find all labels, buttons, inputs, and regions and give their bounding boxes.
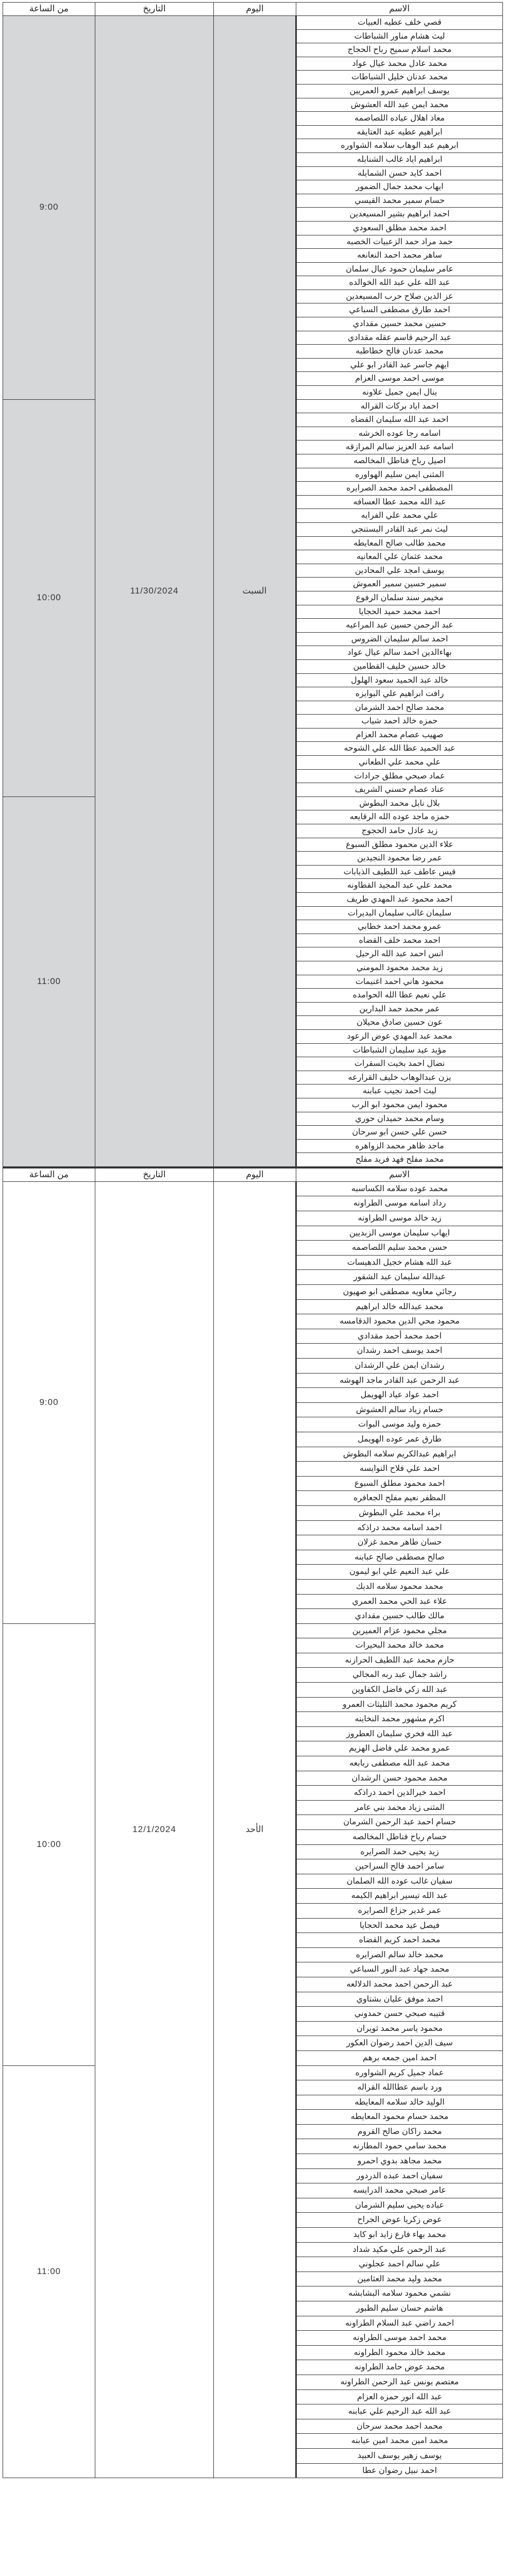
name-cell: احمد ابراهيم بشير المسيعدين — [296, 208, 503, 222]
name-cell: عمر رضا محمود النجيدين — [296, 852, 503, 866]
name-cell: نضال احمد بخيت السقرات — [296, 1057, 503, 1071]
name-cell: محمد سامي حمود المطارنه — [296, 2139, 503, 2154]
name-cell: احمد محمد مطلق السعودي — [296, 221, 503, 235]
name-cell: عبد الله زكي فاضل الكفاوين — [296, 1683, 503, 1698]
name-cell: المظفر نعيم مفلح الجعافره — [296, 1491, 503, 1506]
name-cell: محمد وليد محمد العثامين — [296, 2272, 503, 2286]
name-cell: محمد محمود سلامه الديك — [296, 1579, 503, 1594]
name-cell: احمد نبيل رضوان عطا — [296, 2463, 503, 2478]
name-cell: رشدان ايمن علي الرشدان — [296, 1359, 503, 1374]
time-cell: 11:00 — [3, 2065, 95, 2478]
name-cell: محمد خالد محمد البحيرات — [296, 1638, 503, 1653]
name-cell: اكرم مشهور محمد النخاينه — [296, 1712, 503, 1727]
name-cell: ينال ايمن جميل علاونه — [296, 386, 503, 400]
name-cell: حسام سمير محمد القيسي — [296, 194, 503, 208]
name-cell: محمود محي الدين محمود الدقامسه — [296, 1314, 503, 1329]
name-cell: احمد محمود مطلق السبوع — [296, 1476, 503, 1491]
name-cell: محمد خالد محمود الطراونه — [296, 2345, 503, 2360]
name-cell: مؤيد عيد سليمان الشباطات — [296, 1043, 503, 1057]
name-cell: محمد عبدالله خالد ابراهيم — [296, 1299, 503, 1314]
name-cell: عبد الله محمد عطا العسافه — [296, 495, 503, 509]
name-cell: محمد عادل محمد عيال عواد — [296, 57, 503, 71]
name-cell: محمد حسام محمود المعايطه — [296, 2110, 503, 2125]
name-cell: زيد يحيى حمد الصرايره — [296, 1844, 503, 1859]
name-cell: محمد عبد المهدي عوض الرعود — [296, 1029, 503, 1043]
name-cell: محمود ايمن محمود ابو الرب — [296, 1098, 503, 1112]
name-cell: عماد جميل كريم الشواوره — [296, 2065, 503, 2080]
name-cell: احمد محمد أحمد مقدادي — [296, 1329, 503, 1344]
name-cell: ليث نمر عبد القادر البستنجي — [296, 522, 503, 536]
name-cell: عماد صبحي مطلق جرادات — [296, 769, 503, 783]
name-cell: محمد جهاد عبد النور السباعي — [296, 1962, 503, 1977]
name-cell: مخيمر سند سلمان الرفوع — [296, 591, 503, 605]
name-cell: براء محمد علي البطوش — [296, 1505, 503, 1520]
name-cell: عامر صبحي محمد الدرايسه — [296, 2183, 503, 2198]
name-cell: محمد علي عبد المجيد القطاونه — [296, 879, 503, 893]
name-cell: وسام محمد حميدان حوري — [296, 1112, 503, 1126]
name-cell: عامر سليمان حمود عيال سلمان — [296, 262, 503, 276]
name-cell: احمد يوسف احمد رشدان — [296, 1344, 503, 1359]
name-cell: بلال نايل محمد البطوش — [296, 796, 503, 810]
name-cell: محمد عوده سلامه الكساسبه — [296, 1181, 503, 1196]
name-cell: احمد كايد حسن الشمايله — [296, 166, 503, 180]
name-cell: الوليد خالد سلامه المعايطه — [296, 2095, 503, 2110]
date-cell: 12/1/2024 — [95, 1181, 214, 2478]
name-cell: عبد الله علي عبد الله الخوالده — [296, 276, 503, 290]
name-cell: عبد الرحيم قاسم عقله مقدادي — [296, 331, 503, 345]
name-cell: حمزه ماجد عوده الله الرقايعه — [296, 810, 503, 824]
name-cell: محمد محمود حسن الرشدان — [296, 1771, 503, 1786]
name-cell: فيصل عيد محمد الحجايا — [296, 1918, 503, 1933]
time-cell: 9:00 — [3, 16, 95, 400]
name-cell: ابراهيم عبدالكريم سلامه البطوش — [296, 1447, 503, 1462]
name-cell: اسامه رجا عوده الخرشه — [296, 427, 503, 440]
name-cell: سيف الدين احمد رضوان العكور — [296, 2036, 503, 2051]
name-cell: يزن عبدالوهاب خليف القرارعه — [296, 1071, 503, 1084]
table-row — [3, 1181, 503, 1196]
name-cell: عمرو محمد علي فاضل الهزيم — [296, 1741, 503, 1756]
name-cell: محمد راكان صالح القروم — [296, 2124, 503, 2139]
name-cell: علي محمد علي الفرايه — [296, 509, 503, 523]
name-cell: المثنى ايمن سليم الهواوره — [296, 468, 503, 482]
name-cell: عبد الله هشام خجيل الدهيسات — [296, 1255, 503, 1270]
name-cell: اصيل رباح فناطل المخالصه — [296, 454, 503, 468]
name-cell: عوض زكريا عوض الجراح — [296, 2213, 503, 2228]
name-cell: احمد اسامه محمد دراذكه — [296, 1520, 503, 1535]
name-cell: زيد عادل حامد الحجوج — [296, 824, 503, 838]
name-cell: محمد ايمن عبد الله العشوش — [296, 98, 503, 112]
name-cell: مجلي محمود عزام العميرين — [296, 1623, 503, 1638]
name-cell: محمد احمد موسى الطراونه — [296, 2331, 503, 2346]
name-cell: احمد محمود عبد المهدي طريف — [296, 893, 503, 907]
schedule-table — [3, 1167, 503, 2478]
name-cell: طارق عمر عوده الهويمل — [296, 1432, 503, 1447]
name-cell: صالح مصطفى صالح عبابنه — [296, 1550, 503, 1565]
name-cell: عمرو محمد احمد خطابي — [296, 920, 503, 934]
time-cell: 11:00 — [3, 796, 95, 1166]
name-cell: ابراهيم اياد غالب الشنابله — [296, 152, 503, 166]
name-cell: محمد عوض حامد الطراونه — [296, 2360, 503, 2375]
name-cell: حسن محمد سليم اللصاصمه — [296, 1241, 503, 1256]
name-cell: رجائي معاويه مصطفى ابو صهيون — [296, 1285, 503, 1300]
name-cell: حمزه خالد احمد شياب — [296, 715, 503, 728]
name-cell: احمد خيرالدين احمد دراذكه — [296, 1786, 503, 1801]
name-cell: احمد علي فلاح النوايسه — [296, 1462, 503, 1477]
name-cell: عبدالله سليمان عبد الشقور — [296, 1270, 503, 1285]
name-cell: احمد محمد خلف القضاه — [296, 934, 503, 947]
name-cell: ايهم جاسر عبد القادر ابو علي — [296, 358, 503, 372]
name-cell: علي نعيم عطا الله الحوامده — [296, 989, 503, 1003]
name-cell: عون حسين صادق محيلان — [296, 1016, 503, 1030]
name-cell: عبد الله تيسير ابراهيم الكيمه — [296, 1889, 503, 1904]
name-cell: حسن علي حسن ابو سرحان — [296, 1126, 503, 1140]
name-cell: محمد صالح احمد الشرمان — [296, 701, 503, 715]
header-time: من الساعة — [3, 1167, 95, 1181]
name-cell: محمد امين محمد امين عبابنه — [296, 2434, 503, 2449]
day-cell: الأحد — [214, 1181, 296, 2478]
name-cell: محمد اسلام سميح رباح الحجاج — [296, 43, 503, 57]
name-cell: حمد مراد حمد الزعبيات الخصبه — [296, 235, 503, 249]
name-cell: ماجد ظاهر محمد الزواهره — [296, 1139, 503, 1153]
name-cell: المثنى زياد محمد بني عامر — [296, 1800, 503, 1815]
name-cell: صهيب عصام محمد العزام — [296, 728, 503, 742]
name-cell: رداد اسامه موسى الطراونه — [296, 1196, 503, 1211]
header-day: اليوم — [214, 3, 296, 16]
name-cell: محمد احمد محمد سرحان — [296, 2419, 503, 2434]
name-cell: رافت ابراهيم علي البوايزه — [296, 687, 503, 701]
name-cell: احمد عواد عياد الهويمل — [296, 1388, 503, 1403]
name-cell: علي عبد النعيم علي ابو ليمون — [296, 1565, 503, 1580]
name-cell: عمر محمد حمد البدارين — [296, 1002, 503, 1016]
name-cell: عناد عصام حسني الشريف — [296, 783, 503, 797]
name-cell: حسان طاهر محمد غزلان — [296, 1535, 503, 1550]
name-cell: محمد مفلح فهد فريد مفلح — [296, 1153, 503, 1167]
name-cell: مالك طالب حسين مقدادي — [296, 1609, 503, 1624]
name-cell: حسام زياد سالم العشوش — [296, 1402, 503, 1417]
time-cell: 10:00 — [3, 1623, 95, 2065]
name-cell: علاء الدين محمود مطلق السبوع — [296, 838, 503, 852]
day-cell: السبت — [214, 16, 296, 1167]
header-day: اليوم — [214, 1167, 296, 1181]
name-cell: يوسف امجد علي المحادين — [296, 564, 503, 578]
name-cell: محمد بهاء فارع زايد ابو كايد — [296, 2228, 503, 2243]
name-cell: قتيبه صبحي حسن حمدوني — [296, 2007, 503, 2022]
name-cell: محمد طالب صالح المعايطه — [296, 536, 503, 550]
header-date: التاريخ — [95, 1167, 214, 1181]
name-cell: محمد احمد كريم القضاه — [296, 1933, 503, 1948]
name-cell: احمد محمد حميد الحجايا — [296, 605, 503, 619]
name-cell: عبد الله عبد الرحيم علي عبابنه — [296, 2404, 503, 2419]
table-row — [3, 16, 503, 30]
name-cell: محمود هاني احمد اغنيمات — [296, 975, 503, 989]
name-cell: محمد عثمان علي المعانيه — [296, 550, 503, 564]
name-cell: كريم محمود محمد الثليثات العمرو — [296, 1697, 503, 1712]
name-cell: راشد جمال عبد ربه المجالي — [296, 1668, 503, 1683]
name-cell: حسام رباح فناطل المخالصه — [296, 1830, 503, 1845]
name-cell: سمير حسين سمير العموش — [296, 578, 503, 591]
header-time: من الساعة — [3, 3, 95, 16]
name-cell: ايهاب سليمان موسى الزبديين — [296, 1226, 503, 1241]
name-cell: احمد طارق مصطفى السباعي — [296, 303, 503, 317]
date-cell: 11/30/2024 — [95, 16, 214, 1167]
name-cell: معاذ اهلال عياده اللصاصمه — [296, 112, 503, 126]
name-cell: محمد عبد الله مصطفى ربابعه — [296, 1756, 503, 1771]
name-cell: سفيان احمد عبده الدردور — [296, 2168, 503, 2183]
name-cell: موسى احمد موسى العزام — [296, 372, 503, 386]
name-cell: حسين محمد حسين مقدادي — [296, 317, 503, 331]
name-cell: قصي خلف عطيه العبيات — [296, 16, 503, 30]
schedule-table — [3, 2, 503, 1167]
name-cell: ليث احمد نجيب عبابنه — [296, 1084, 503, 1098]
name-cell: عبد الله فخري سليمان العطروز — [296, 1726, 503, 1741]
table-header-row — [3, 1167, 503, 1181]
name-cell: يوسف زهير يوسف العبيد — [296, 2448, 503, 2463]
name-cell: يوسف ابراهيم عمرو العمريين — [296, 84, 503, 98]
name-cell: علي محمد علي الطعاني — [296, 756, 503, 770]
name-cell: احمد سالم سليمان الضروس — [296, 632, 503, 646]
name-cell: عبد الرحمن احمد محمد الدلالعه — [296, 1977, 503, 1992]
name-cell: ايهاب محمد جمال الضمور — [296, 180, 503, 194]
name-cell: زيد محمد محمود المومني — [296, 961, 503, 975]
name-cell: عبد الرحمن علي مكيد شداد — [296, 2242, 503, 2257]
name-cell: محمد عدنان فالح خطاطبه — [296, 345, 503, 359]
table-header-row — [3, 3, 503, 16]
name-cell: انس احمد عبد الله الرحيل — [296, 947, 503, 961]
name-cell: احمد اياد بركات القراله — [296, 399, 503, 413]
name-cell: قيس عاطف عبد اللطيف الذيابات — [296, 865, 503, 879]
name-cell: ساهر محمد احمد النعانعه — [296, 249, 503, 263]
name-cell: بهاءالدين احمد سالم عيال عواد — [296, 646, 503, 660]
name-cell: عبد الحميد عطا الله علي الشوحه — [296, 742, 503, 756]
name-cell: زيد خالد موسى الطراونه — [296, 1211, 503, 1226]
header-date: التاريخ — [95, 3, 214, 16]
name-cell: محمد عدنان خليل الشباطات — [296, 71, 503, 84]
name-cell: عمر غدير جزاع الصرايره — [296, 1903, 503, 1918]
name-cell: ابراهيم عطيه عبد العتايقه — [296, 125, 503, 139]
name-cell: علاء عبد الحي محمد العمري — [296, 1594, 503, 1609]
time-cell: 10:00 — [3, 399, 95, 796]
name-cell: ليث هشام مناور الشباطات — [296, 29, 503, 43]
name-cell: احمد موفق عليان بشتاوي — [296, 1992, 503, 2007]
name-cell: حمزه وليد موسى البوات — [296, 1417, 503, 1432]
name-cell: عبد الله انور حمزه العزام — [296, 2389, 503, 2404]
name-cell: عبد الرحمن عبد القادر ماجد الهوشه — [296, 1373, 503, 1388]
header-name: الاسم — [296, 1167, 503, 1181]
name-cell: حسام احمد عبد الرحمن الشرمان — [296, 1815, 503, 1830]
name-cell: عز الدين صلاح حرب المسيعدين — [296, 290, 503, 303]
name-cell: محمد مجاهد بدوي احمرو — [296, 2154, 503, 2169]
name-cell: احمد امين جمعه برهم — [296, 2050, 503, 2065]
name-cell: سامر احمد فالح السراحين — [296, 1859, 503, 1874]
name-cell: علي سالم احمد عجلوني — [296, 2257, 503, 2272]
name-cell: احمد عبد الله سليمان القضاه — [296, 413, 503, 427]
name-cell: ابرهيم عبد الوهاب سلامه الشواوره — [296, 139, 503, 153]
time-cell: 9:00 — [3, 1181, 95, 1623]
name-cell: نشمي محمود سلامه البشابشه — [296, 2286, 503, 2301]
name-cell: محمد خالد سالم الصرايره — [296, 1947, 503, 1962]
name-cell: هاشم حسان سليم الطبور — [296, 2301, 503, 2316]
name-cell: حازم محمد عبد اللطيف الحرازنه — [296, 1653, 503, 1668]
name-cell: خالد حسين خليف القطامين — [296, 659, 503, 673]
name-cell: احمد راضي عبد السلام الطراونه — [296, 2316, 503, 2331]
name-cell: ورد باسم عطاالله القراله — [296, 2080, 503, 2095]
name-cell: عباده يحيى سليم الشرمان — [296, 2198, 503, 2213]
name-cell: المصطفى احمد محمد الصرايره — [296, 482, 503, 496]
name-cell: سفيان غالب عوده الله الصلمان — [296, 1874, 503, 1889]
name-cell: عبد الرحمن حسين عبد المراعيه — [296, 619, 503, 633]
name-cell: معتصم يونس عبد الرحمن الطراونه — [296, 2375, 503, 2389]
name-cell: خالد عبد الحميد سعود الهلول — [296, 673, 503, 687]
name-cell: محمود ياسر محمد ثويران — [296, 2021, 503, 2036]
name-cell: سليمان غالب سليمان البديرات — [296, 906, 503, 920]
header-name: الاسم — [296, 3, 503, 16]
name-cell: اسامه عبد العزيز سالم المرازقه — [296, 440, 503, 454]
